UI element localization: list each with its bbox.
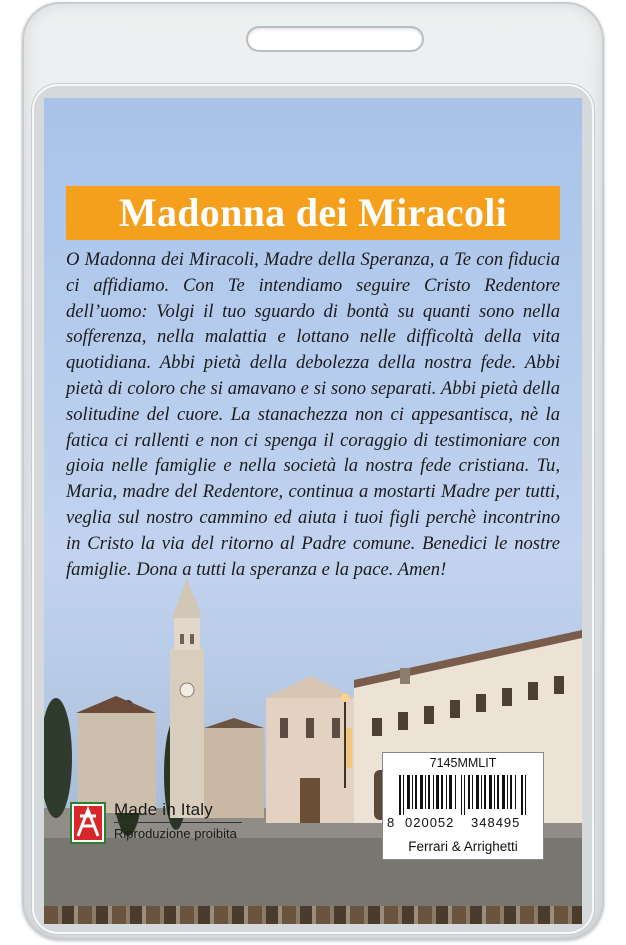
barcode-right-digits: 348495 bbox=[471, 815, 521, 830]
barcode-first-digit: 8 bbox=[387, 815, 395, 830]
hang-hole bbox=[246, 26, 424, 52]
card-title: Madonna dei Miracoli bbox=[118, 190, 508, 235]
logo-mark bbox=[74, 806, 102, 840]
prayer-card bbox=[44, 98, 582, 924]
barcode-label bbox=[382, 752, 544, 860]
title-band bbox=[66, 186, 560, 240]
reproduction-text: Riproduzione proibita bbox=[114, 826, 237, 841]
church-scene-image bbox=[44, 578, 582, 924]
maker-label bbox=[70, 798, 250, 860]
product-code: 7145MMLIT bbox=[429, 756, 497, 770]
bottom-image-strip bbox=[44, 906, 582, 924]
made-in-italy-text: Made in Italy bbox=[114, 800, 213, 819]
fa-logo-icon bbox=[70, 802, 106, 844]
barcode-left-digits: 020052 bbox=[405, 815, 455, 830]
company-name: Ferrari & Arrighetti bbox=[408, 839, 518, 854]
prayer-text: O Madonna dei Miracoli, Madre della Speranza, a Te con fiducia ci affidiamo. Con Te intendiamo seguire Cristo Redentore dell’uomo: Volgi il tuo sguardo di bontà su quanti sono nella sofferenza, nella malattia e lottano nelle difficoltà della vita quotidiana. Abbi pietà della debolezza della nostra fede. Abbi pietà di coloro che si amavano e si sono separati. Abbi pietà della solitudine del cuore. La stanachezza non ci appesantisca, nè la fatica ci rallenti e non ci spenga il coraggio di testimoniare con gioia nelle famiglie e nella società la nostra fede cristiana. Tu, Maria, madre del Redentore, continua a mostarti Madre per tutti, veglia sul nostro cammino ed aiuta i tuoi figli perchè incontrino in Cristo la via del ritorno al Padre comune. Benedici le nostre famiglie. Dona a tutti la speranza e la pace. Amen! bbox=[66, 249, 560, 580]
barcode-bars-icon bbox=[395, 775, 531, 815]
maker-divider bbox=[114, 822, 242, 823]
